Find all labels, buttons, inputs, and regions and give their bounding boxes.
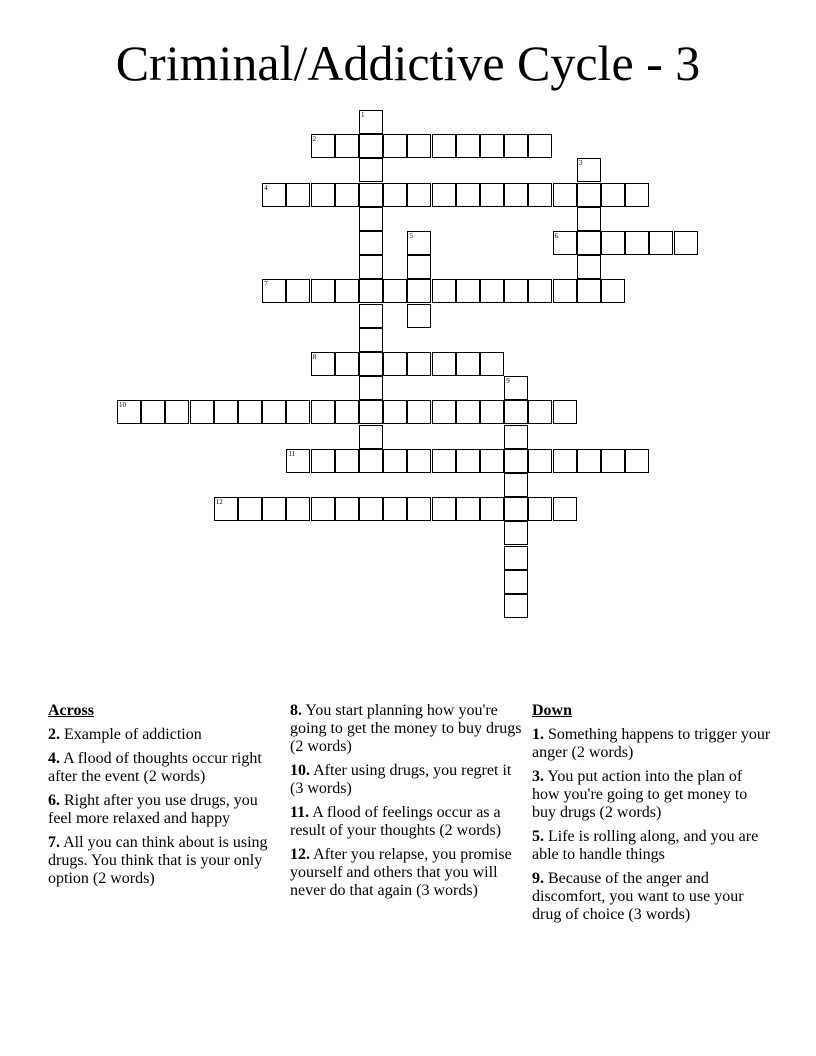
grid-cell[interactable]	[528, 400, 552, 424]
grid-cell[interactable]	[214, 400, 238, 424]
grid-cell[interactable]	[383, 279, 407, 303]
clue-number: 10.	[290, 762, 310, 779]
clue-across-8	[290, 702, 522, 756]
clue-across-2	[48, 726, 284, 744]
grid-cell[interactable]	[456, 497, 480, 521]
clues-column-1	[48, 702, 284, 894]
grid-cell[interactable]	[407, 231, 431, 255]
grid-cell[interactable]	[286, 449, 310, 473]
clue-text: You put action into the plan of how you're going to get money to buy drugs (2 words)	[532, 768, 748, 821]
grid-cell[interactable]	[553, 279, 577, 303]
grid-cell[interactable]	[359, 449, 383, 473]
grid-cell[interactable]	[407, 497, 431, 521]
grid-cell[interactable]	[432, 400, 456, 424]
grid-cell[interactable]	[383, 352, 407, 376]
cell-number: 8	[312, 353, 317, 361]
grid-cell[interactable]	[504, 376, 528, 400]
grid-cell[interactable]	[432, 449, 456, 473]
grid-cell[interactable]	[504, 497, 528, 521]
grid-cell[interactable]	[577, 279, 601, 303]
grid-cell[interactable]	[383, 497, 407, 521]
grid-cell[interactable]	[190, 400, 214, 424]
grid-cell[interactable]	[335, 400, 359, 424]
grid-cell[interactable]	[625, 231, 649, 255]
grid-cell[interactable]	[311, 134, 335, 158]
grid-cell[interactable]	[480, 497, 504, 521]
grid-cell[interactable]	[577, 449, 601, 473]
grid-cell[interactable]	[432, 497, 456, 521]
clue-text: Right after you use drugs, you feel more relaxed and happy	[48, 792, 258, 827]
grid-cell[interactable]	[528, 449, 552, 473]
grid-cell[interactable]	[601, 449, 625, 473]
clue-down-9	[532, 870, 772, 924]
grid-cell[interactable]	[553, 449, 577, 473]
grid-cell[interactable]	[480, 400, 504, 424]
grid-cell[interactable]	[262, 183, 286, 207]
grid-cell[interactable]	[528, 497, 552, 521]
clue-across-12	[290, 846, 522, 900]
grid-cell[interactable]	[432, 183, 456, 207]
grid-cell[interactable]	[286, 497, 310, 521]
grid-cell[interactable]	[456, 183, 480, 207]
grid-cell[interactable]	[504, 521, 528, 545]
clues-column-3	[532, 702, 772, 930]
clue-text: A flood of feelings occur as a result of your thoughts (2 words)	[290, 804, 502, 839]
grid-cell[interactable]	[335, 134, 359, 158]
clue-text: Because of the anger and discomfort, you want to use your drug of choice (3 words)	[532, 870, 744, 923]
clue-number: 7.	[48, 834, 60, 851]
grid-cell[interactable]	[407, 352, 431, 376]
grid-cell[interactable]	[504, 400, 528, 424]
grid-cell[interactable]	[577, 231, 601, 255]
cell-number: 4	[264, 183, 268, 192]
grid-cell[interactable]	[286, 400, 310, 424]
grid-cell[interactable]	[311, 497, 335, 521]
grid-cell[interactable]	[601, 183, 625, 207]
grid-cell[interactable]	[214, 497, 238, 521]
grid-cell[interactable]	[407, 183, 431, 207]
grid-cell[interactable]	[359, 207, 383, 231]
grid-cell[interactable]	[528, 134, 552, 158]
grid-cell[interactable]	[335, 449, 359, 473]
grid-cell[interactable]	[504, 570, 528, 594]
grid-cell[interactable]	[359, 279, 383, 303]
clue-number: 12.	[290, 846, 310, 863]
clue-number: 11.	[290, 804, 310, 821]
grid-cell[interactable]	[407, 449, 431, 473]
grid-cell[interactable]	[383, 183, 407, 207]
grid-cell[interactable]	[262, 400, 286, 424]
grid-cell[interactable]	[528, 183, 552, 207]
grid-cell[interactable]	[553, 231, 577, 255]
cell-number: 6	[554, 232, 559, 240]
clue-across-6	[48, 792, 284, 828]
clue-down-3	[532, 768, 772, 822]
grid-cell[interactable]	[311, 352, 335, 376]
grid-cell[interactable]	[504, 594, 528, 618]
clue-across-4	[48, 750, 284, 786]
grid-cell[interactable]	[480, 279, 504, 303]
cell-number: 12	[215, 498, 223, 507]
grid-cell[interactable]	[480, 134, 504, 158]
clue-down-1	[532, 726, 772, 762]
grid-cell[interactable]	[456, 279, 480, 303]
grid-cell[interactable]	[141, 400, 165, 424]
clue-across-10	[290, 762, 522, 798]
grid-cell[interactable]	[359, 376, 383, 400]
grid-cell[interactable]	[286, 183, 310, 207]
grid-cell[interactable]	[407, 279, 431, 303]
cell-number: 10	[119, 401, 126, 410]
grid-cell[interactable]	[117, 400, 141, 424]
grid-cell[interactable]	[625, 183, 649, 207]
grid-cell[interactable]	[649, 231, 673, 255]
clue-number: 6.	[48, 792, 60, 809]
grid-cell[interactable]	[553, 183, 577, 207]
grid-cell[interactable]	[577, 255, 601, 279]
grid-cell[interactable]	[359, 183, 383, 207]
grid-cell[interactable]	[528, 279, 552, 303]
grid-cell[interactable]	[359, 400, 383, 424]
grid-cell[interactable]	[359, 425, 383, 449]
clue-number: 5.	[532, 828, 544, 845]
clue-text: Life is rolling along, and you are able to handle things	[532, 828, 759, 863]
grid-cell[interactable]	[359, 497, 383, 521]
grid-cell[interactable]	[407, 400, 431, 424]
cell-number: 7	[264, 280, 268, 289]
grid-cell[interactable]	[359, 304, 383, 328]
grid-cell[interactable]	[504, 546, 528, 570]
grid-cell[interactable]	[480, 352, 504, 376]
clue-number: 1.	[532, 726, 544, 743]
clue-text: You start planning how you're going to get the money to buy drugs (2 words)	[290, 702, 522, 755]
grid-cell[interactable]	[407, 134, 431, 158]
clue-number: 3.	[532, 768, 544, 785]
clue-text: After you relapse, you promise yourself and others that you will never do that again (3 words)	[290, 846, 512, 899]
grid-cell[interactable]	[625, 449, 649, 473]
clues-column-2	[290, 702, 522, 906]
grid-cell[interactable]	[432, 279, 456, 303]
clue-number: 8.	[290, 702, 302, 719]
grid-cell[interactable]	[311, 449, 335, 473]
grid-cell[interactable]	[577, 183, 601, 207]
clue-across-11	[290, 804, 522, 840]
across-heading: Across	[48, 702, 94, 719]
grid-cell[interactable]	[456, 449, 480, 473]
cell-number: 2	[312, 135, 317, 144]
grid-cell[interactable]	[311, 183, 335, 207]
grid-cell[interactable]	[432, 134, 456, 158]
clue-text: All you can think about is using drugs. You think that is your only option (2 words)	[48, 834, 268, 887]
clue-down-5	[532, 828, 772, 864]
clue-text: After using drugs, you regret it (3 words)	[290, 762, 512, 797]
grid-cell[interactable]	[359, 328, 383, 352]
grid-cell[interactable]	[407, 304, 431, 328]
grid-cell[interactable]	[359, 134, 383, 158]
grid-cell[interactable]	[359, 352, 383, 376]
grid-cell[interactable]	[480, 449, 504, 473]
grid-cell[interactable]	[504, 473, 528, 497]
grid-cell[interactable]	[383, 134, 407, 158]
grid-cell[interactable]	[601, 279, 625, 303]
clue-text: A flood of thoughts occur right after the event (2 words)	[48, 750, 262, 785]
grid-cell[interactable]	[577, 158, 601, 182]
grid-cell[interactable]	[432, 352, 456, 376]
grid-cell[interactable]	[359, 231, 383, 255]
cell-number: 5	[409, 232, 413, 240]
clue-text: Something happens to trigger your anger (2 words)	[532, 726, 771, 761]
grid-cell[interactable]	[504, 425, 528, 449]
grid-cell[interactable]	[553, 400, 577, 424]
grid-cell[interactable]	[456, 400, 480, 424]
grid-cell[interactable]	[504, 449, 528, 473]
clue-across-7	[48, 834, 284, 888]
grid-cell[interactable]	[262, 497, 286, 521]
grid-cell[interactable]	[383, 449, 407, 473]
puzzle-title: Criminal/Addictive Cycle - 3	[115, 35, 701, 91]
grid-cell[interactable]	[504, 183, 528, 207]
grid-cell[interactable]	[262, 279, 286, 303]
grid-cell[interactable]	[286, 279, 310, 303]
grid-cell[interactable]	[359, 158, 383, 182]
grid-cell[interactable]	[553, 497, 577, 521]
grid-cell[interactable]	[456, 134, 480, 158]
grid-cell[interactable]	[335, 497, 359, 521]
grid-cell[interactable]	[335, 352, 359, 376]
grid-cell[interactable]	[601, 231, 625, 255]
cell-number: 9	[506, 377, 510, 386]
clue-text: Example of addiction	[64, 726, 202, 743]
grid-cell[interactable]	[238, 497, 262, 521]
grid-cell[interactable]	[238, 400, 262, 424]
grid-cell[interactable]	[359, 110, 383, 134]
grid-cell[interactable]	[311, 400, 335, 424]
cell-number: 1	[361, 111, 365, 119]
grid-cell[interactable]	[480, 183, 504, 207]
grid-cell[interactable]	[359, 255, 383, 279]
grid-cell[interactable]	[504, 134, 528, 158]
clue-number: 2.	[48, 726, 60, 743]
cell-number: 3	[578, 159, 583, 168]
grid-cell[interactable]	[674, 231, 698, 255]
grid-cell[interactable]	[407, 255, 431, 279]
grid-cell[interactable]	[383, 400, 407, 424]
grid-cell[interactable]	[335, 279, 359, 303]
grid-cell[interactable]	[311, 279, 335, 303]
grid-cell[interactable]	[504, 279, 528, 303]
cell-number: 11	[288, 449, 296, 458]
grid-cell[interactable]	[165, 400, 189, 424]
clue-number: 9.	[532, 870, 544, 887]
down-heading: Down	[532, 702, 573, 719]
grid-cell[interactable]	[335, 183, 359, 207]
clue-number: 4.	[48, 750, 60, 767]
grid-cell[interactable]	[456, 352, 480, 376]
grid-cell[interactable]	[577, 207, 601, 231]
